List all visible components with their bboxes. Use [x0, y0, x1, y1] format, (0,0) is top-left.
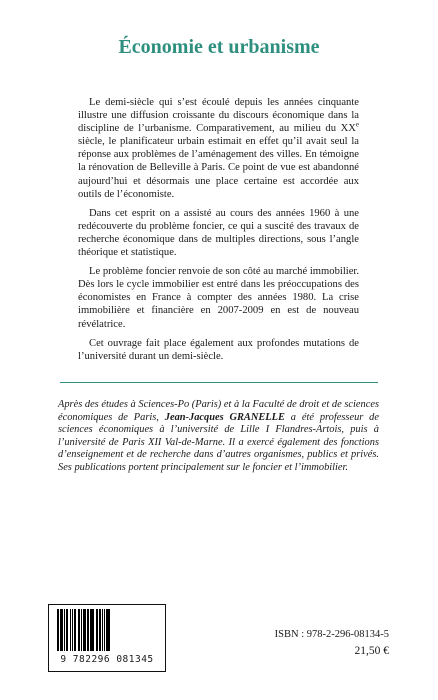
price: 21,50 € — [354, 645, 389, 657]
summary-paragraph: Le problème foncier renvoie de son côté au marché immobilier. Dès lors le cycle immobilier est entré dans les préoccupations des économistes en France à compter des années 1980. La crise immobilière et financière en 2007-2009 en est de nouveau révélatrice. — [78, 266, 359, 330]
summary-paragraph: Cet ouvrage fait place également aux profondes mutations de l’université durant un demi-siècle. — [78, 337, 359, 362]
barcode-bars — [57, 609, 157, 651]
back-cover-summary — [78, 96, 359, 369]
barcode-digits: 9 782296 081345 — [60, 654, 154, 665]
book-title: Économie et urbanisme — [118, 36, 320, 58]
section-divider — [60, 382, 378, 383]
isbn: ISBN : 978-2-296-08134-5 — [274, 629, 389, 640]
author-biography: Après des études à Sciences-Po (Paris) et à la Faculté de droit et de sciences économiques de Paris, Jean-Jacques GRANELLE a été professeur de sciences économiques à l’université de Lille I Flandres-Artois, puis à l’université de Paris XII Val-de-Marne. Il a exercé également des fonctions d’enseignement et de recherche dans d’autres organismes, publics et privés. Ses publications portent principalement sur le foncier et l’immobilier. — [58, 399, 379, 473]
summary-paragraph: Le demi-siècle qui s’est écoulé depuis les années cinquante illustre une diffusion croissante du discours économique dans la discipline de l’urbanisme. Comparativement, au milieu du XXe siècle, le planificateur urbain estimait en effet qu’il avait seul la réponse aux problèmes de l’aménagement des villes. En témoigne la rénovation de Belleville à Paris. Ce point de vue est abandonné aujourd’hui et désormais une place certaine est accordée aux outils de l’économiste. — [78, 97, 359, 200]
author-name: Jean-Jacques GRANELLE — [164, 411, 285, 423]
barcode — [48, 604, 166, 672]
summary-paragraph: Dans cet esprit on a assisté au cours des années 1960 à une redécouverte du problème foncier, ce qui a suscité des travaux de recherche économique dans de multiples directions, sous l’angle théorique et statistique. — [78, 207, 359, 259]
barcode-bar — [110, 609, 111, 651]
